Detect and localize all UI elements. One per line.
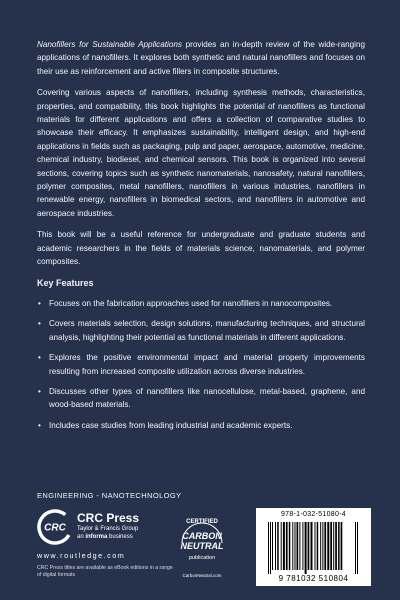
barcode-bar [324, 522, 326, 570]
description-paragraph-3: This book will be a useful reference for undergraduate and graduate students and academic researchers in the fields of materials science, nanomaterials, and polymer composites. [37, 230, 365, 267]
bullet-icon: • [38, 353, 41, 363]
carbon-line1: CARBON [182, 531, 222, 541]
publisher-url: www.routledge.com [37, 551, 126, 560]
barcode-bar [317, 522, 319, 570]
barcode-bar [270, 522, 271, 574]
barcode-bar [275, 522, 276, 570]
key-feature-text: Focuses on the fabrication approaches used for nanofillers in nanocomposites. [49, 298, 333, 308]
bullet-icon: • [38, 420, 41, 430]
barcode-bar [268, 522, 269, 574]
barcode-bar [277, 522, 279, 570]
bullet-icon: • [38, 298, 41, 308]
key-feature-text: Discusses other types of nanofillers like nanocellulose, metal-based, graphene, and wood-based materials. [49, 386, 365, 410]
subject-category: ENGINEERING - NANOTECHNOLOGY [37, 491, 182, 500]
crc-logo-icon [37, 509, 73, 545]
key-feature-item [37, 385, 365, 412]
informa-suffix: business [107, 534, 133, 540]
barcode-bar [355, 522, 356, 574]
barcode-bar [286, 522, 288, 570]
crc-logo-text: CRC [44, 522, 66, 534]
barcode-bar [327, 522, 329, 570]
barcode-bar [320, 522, 321, 570]
barcode-bar [335, 522, 337, 570]
barcode-bar [338, 522, 340, 570]
barcode-bar [295, 522, 296, 570]
carbon-neutral-url: CarbonNeutral.com [182, 573, 222, 578]
publisher-name: CRC Press [77, 511, 140, 525]
ebook-note: CRC Press titles are available as eBook editions in a range of digital formats [37, 565, 173, 578]
barcode-bar [297, 522, 299, 570]
carbon-certified-text: CERTIFIED [186, 519, 218, 525]
barcode-bar [272, 522, 273, 570]
barcode-bar [330, 522, 332, 570]
informa-prefix: an [77, 534, 86, 540]
carbon-line2: NEUTRAL [180, 541, 224, 551]
carbon-neutral-badge [176, 513, 228, 573]
back-cover-text [37, 38, 365, 439]
barcode-digits: 9 781032 510804 [278, 574, 349, 583]
informa-bold: informa [85, 534, 108, 540]
bullet-icon: • [38, 319, 41, 329]
carbon-line3: publication [188, 555, 216, 561]
description-paragraph-1-text: provides an in-depth review of the wide-ranging applications of nanofillers. It explores both synthetic and natural nanofillers and focuses on their use as reinforcement and active fillers in composite structures. [37, 40, 366, 76]
description-paragraph-1 [37, 38, 365, 78]
key-features-heading: Key Features [37, 277, 94, 288]
barcode-bar [292, 522, 293, 570]
barcode-bar [341, 522, 343, 570]
publisher-logo [37, 509, 177, 545]
barcode-bar [281, 522, 282, 570]
barcode-bar [305, 522, 307, 574]
publisher-informa [77, 534, 133, 540]
book-title-italic: Nanofillers for Sustainable Applications [37, 40, 182, 49]
key-feature-text: Includes case studies from leading industrial and academic experts. [49, 420, 293, 430]
key-feature-item [37, 351, 365, 378]
barcode-bar [289, 522, 291, 570]
barcode-bar [357, 522, 358, 574]
barcode-bar [283, 522, 285, 570]
barcode-bar [311, 522, 313, 570]
barcode-bar [308, 522, 310, 570]
publisher-group: Taylor & Francis Group [77, 526, 139, 532]
bullet-icon: • [38, 386, 41, 396]
description-paragraph-2: Covering various aspects of nanofillers, including synthesis methods, characteristics, properties, and compatibility, this book highlights the potential of nanofillers as functional materials for different applications and offers a collection of comparative studies to showcase their efficacy. It emphasizes sustainability, intelligent design, and high-end applications in fields such as packaging, pulp and paper, aerospace, automotive, medicine, chemical industry, biodiesel, and chemical sensors. This book is organized into several sections, covering topics such as synthetic nanomaterials, nanosafety, natural nanofillers, polymer composites, metal nanofillers, nanofillers in various industries, nanofillers in renewable energy, nanofillers in biomedical sectors, and nanofillers in automotive and aerospace industries. [37, 88, 365, 218]
barcode-bar [302, 522, 303, 570]
barcode-bar [333, 522, 334, 570]
key-feature-text: Covers materials selection, design solutions, manufacturing techniques, and structural analysis, highlighting their potential as functional materials in different applications. [49, 319, 365, 342]
barcode-bar [299, 522, 300, 570]
isbn-number: 978-1-032-51080-4 [280, 511, 347, 518]
key-feature-item [37, 419, 365, 432]
key-feature-item [37, 297, 365, 310]
key-feature-text: Explores the positive environmental impact and material property improvements resulting from increased composite utilization across diverse industries. [49, 353, 365, 376]
key-feature-item [37, 317, 365, 344]
barcode-graphic [268, 522, 359, 574]
isbn-barcode [256, 508, 371, 586]
barcode-bar [315, 522, 316, 570]
barcode-bar [322, 522, 323, 570]
